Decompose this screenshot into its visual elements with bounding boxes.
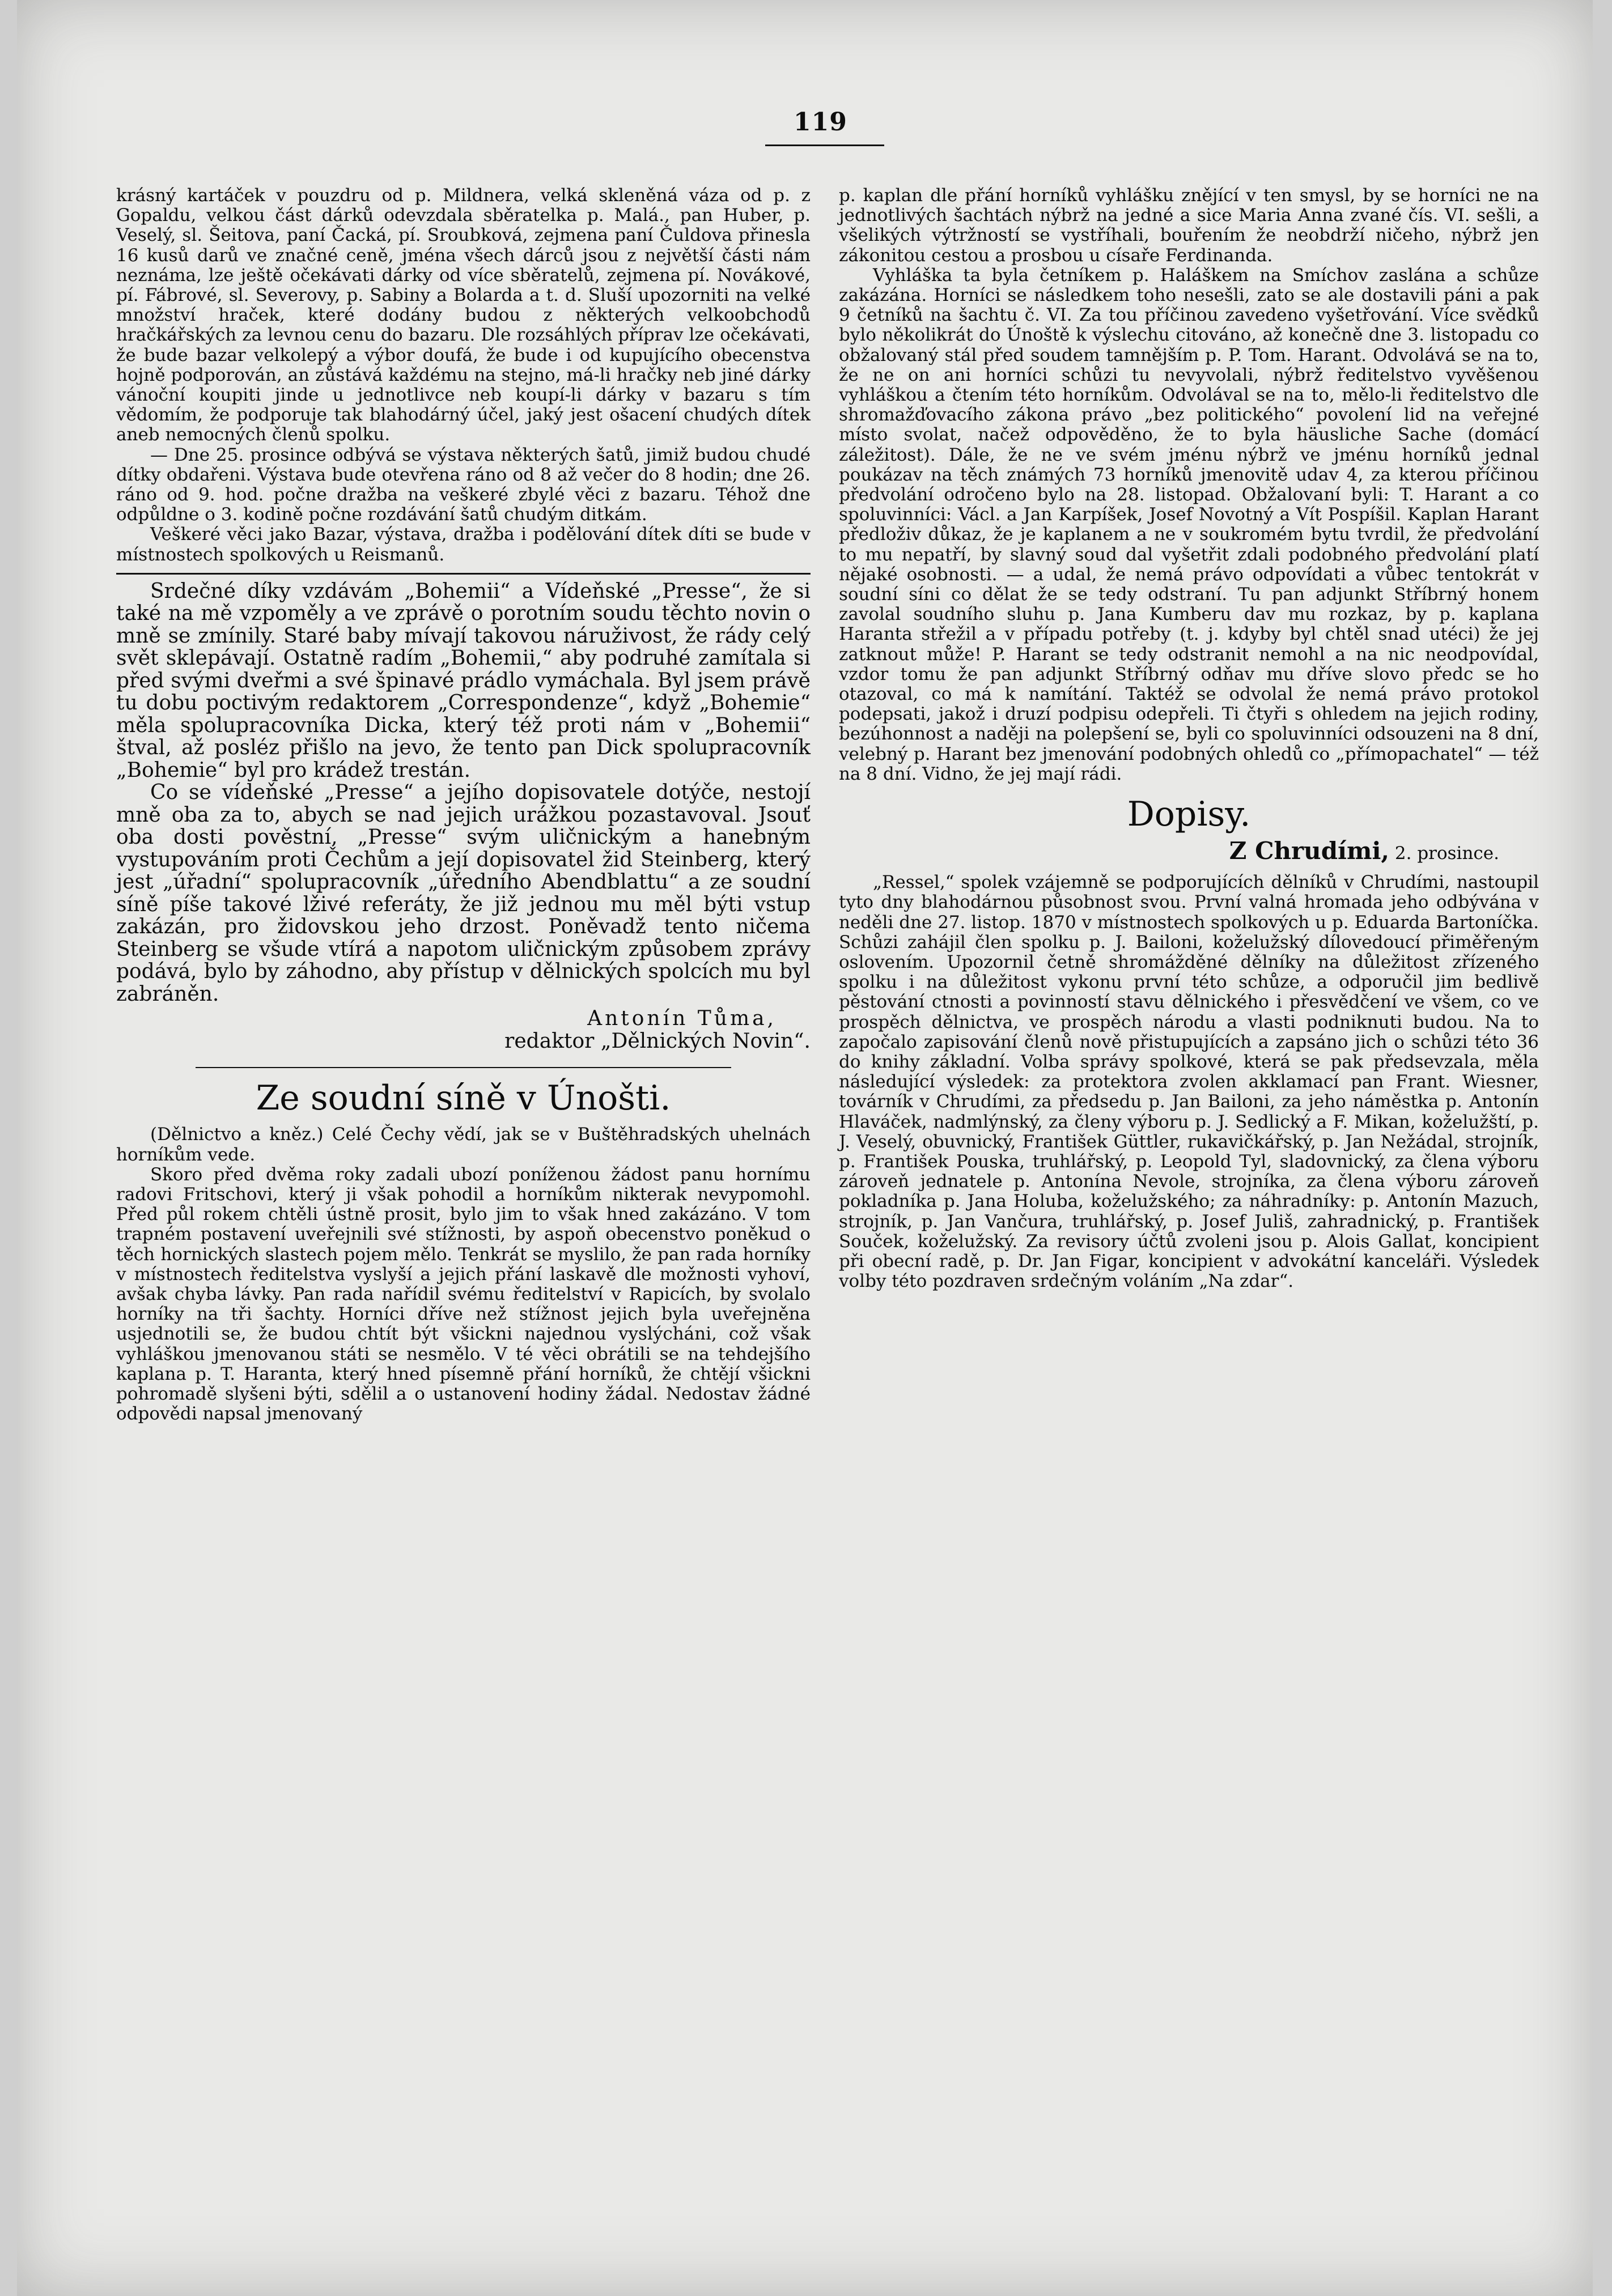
bazaar-paragraph: krásný kartáček v pouzdru od p. Mildnera, velká skleněná váza od p. z Gopaldu, velkou část dárků odevzdala sběratelka p. Malá., pan Huber, p. Veselý, sl. Šeitova, paní Čacká, pí. Sroubková, zejmena paní Čuldova přinesla 16 kusů darů ve značné ceně, jména všech dárců jsou z největší části nám neznáma, lze ještě očekávati dárky od více sběratelů, zejmena pí. Novákové, pí. Fábrové, sl. Severovy, p. Sabiny a Bolarda a t. d. Sluší upozorniti na velké množství hraček, které dodány budou z některých velkoobchodů hračkářských za levnou cenu do bazaru. Dle rozsáhlých příprav lze očekávati, že bude bazar velkolepý a výbor doufá, že bude i od kupujícího obecenstva hojně podporován, an zůstává každému na stejno, má-li hračky neb jiné dárky vánoční koupiti jinde u jednotlivce neb koupí-li dárky v bazaru s tím vědomím, že podporuje tak blahodárný účel, jaký jest ošacení chudých dítek aneb nemocných členů spolku. <box>116 185 811 445</box>
notice-paragraph-1: Srdečné díky vzdávám „Bohemii“ a Vídeňské „Presse“, že si také na mě vzpoměly a ve zprávě o porotním soudu těchto novin o mně se zmínily. Staré baby mívají takovou náruživost, že rády celý svět sklepávají. Ostatně radím „Bohemii,“ aby podruhé zamítala si před svými dveřmi a své špinavé prádlo vymáchala. Byl jsem právě tu dobu poctivým redaktorem „Correspondenze“, když „Bohemie“ měla spolupracovníka Dicka, který též proti nám v „Bohemii“ štval, až posléz přišlo na jevo, že tento pan Dick spolupracovník „Bohemie“ byl pro krádež trestán. <box>116 579 811 782</box>
thanks-notice <box>116 580 811 1053</box>
letters-heading: Dopisy. <box>1127 794 1251 835</box>
signature-role: redaktor „Dělnických Novin“. <box>504 1029 811 1053</box>
left-column <box>116 186 811 1424</box>
page-number-rule <box>765 144 884 146</box>
heading-divider <box>196 1067 731 1068</box>
exhibition-paragraph: — Dne 25. prosince odbývá se výstava některých šatů, jimiž budou chudé dítky obdařeni. Výstava bude otevřena ráno od 8 až večer do 8 hodin; dne 26. ráno od 9. hod. počne dražba na veškeré zbylé věci z bazaru. Téhož dne odpůldne o 3. kodině počne rozdávání šatů chudým ditkám. <box>116 444 811 525</box>
letter-body: „Ressel,“ spolek vzájemně se podporujících dělníků v Chrudími, nastoupil tyto dny blahodárnou působnost svou. První valná hromada jeho odbývána v neděli dne 27. listop. 1870 v místnostech spolkových u p. Eduarda Bartoníčka. Schůzi zahájil člen spolku p. J. Bailoni, koželužský dílovedoucí přiměřeným oslovením. Upozornil četně shromážděné dělníky na důležitost zřízeného spolku i na důležitost vykonu první této schůze, a odporučil jim bedlivě pěstování ctnosti a povinností stavu dělnického i přesvědčení ve všem, co ve prospěch dělnictva, ve prospěch národu a vlasti podniknuti budou. Na to započalo zapisování členů nově přistupujících a zapsáno jich o schůzi této 36 do knihy základní. Volba správy spolkové, která se pak předsevzala, měla následující výsledek: za protektora zvolen akklamací pan Frant. Wiesner, továrník v Chrudími, za předsedu p. Jan Bailoni, za jeho náměstka p. Antonín Hlaváček, nadmlýnský, za členy výboru p. J. Sedlický a F. Mikan, koželužští, p. J. Veselý, obuvnický, František Güttler, rukavičkářský, p. Jan Nežádal, strojník, p. František Pouska, truhlářský, p. Leopold Tyl, sladovnický, za člena výboru zároveň jednatele p. Antonína Nevole, strojníka, za člena výboru zároveň pokladníka p. Jana Holuba, koželužského; za náhradníky: p. Antonín Mazuch, strojník, p. Jan Vančura, truhlářský, p. Josef Juliš, zahradnický, p. František Souček, koželužský. Za revisory účtů zvoleni jsou p. Alois Gallat, koncipient při obecní radě, p. Dr. Jan Figar, koncipient v advokátní kanceláři. Výsledek volby této pozdraven srdečným voláním „Na zdar“. <box>839 872 1539 1292</box>
article-continuation: p. kaplan dle přání horníků vyhlášku znějící v ten smysl, by se horníci ne na jednotlivých šachtách nýbrž na jedné a sice Maria Anna zvané čís. VI. sešli, a všelikých výtržností se vystříhali, bouřením že neobdrží ničeho, nýbrž jen zákonitou cestou a prosbou u císaře Ferdinanda. <box>839 185 1539 266</box>
article-lead: (Dělnictvo a kněz.) Celé Čechy vědí, jak se v Buštěhradských uhelnách horníkům vede. <box>116 1124 811 1165</box>
trial-paragraph: Vyhláška ta byla četníkem p. Haláškem na Smíchov zaslána a schůze zakázána. Horníci se následkem toho nesešli, zato se ale dostavili páni a pak 9 četníků na šachtu č. VI. Za tou příčinou zavedeno vyšetřování. Více svědků bylo několikrát do Únoště k výslechu citováno, až konečně dne 3. listopadu co obžalovaný stál před soudem tamnějším p. P. Tom. Harant. Odvolává se na to, že ne on ani horníci schůzi tu nevyvolali, nýbrž ředitelstvo vyvěšenou vyhláškou a čtením této horníkům. Odvolával se na to, mělo-li ředitelstvo dle shromažďovacího zákona právo „bez politického“ povolení lid na veřejné místo svolat, načež odpověděno, že to byla häusliche Sache (domácí záležitost). Dále, že ne ve svém jménu nýbrž ve jménu horníků jednal poukázav na těch známých 73 horníků jmenovitě udav 4, za kterou příčinou předvolání odročeno bylo na 28. listopad. Obžalovaní byli: T. Harant a co spoluvinníci: Václ. a Jan Karpíšek, Josef Novotný a Vít Pospíšil. Kaplan Harant předloživ důkaz, že je kaplanem a ne v soukromém bytu tvrdil, že předvolání to mu nepatří, by slavný soud dal vyšetřit zdali podobného předvolání platí nějaké osobnosti. — a udal, že nemá právo odpovídati a vůbec tentokrát v soudní síni co dělat že se tedy odstraní. Tu pan adjunkt Stříbrný honem zavolal soudního sluhu p. Jana Kumberu dav mu rozkaz, by p. kaplana Haranta střežil a v případu potřeby (t. j. kdyby byl chtěl snad utéci) že jej zatknout může! P. Harant se tedy odstranit nemohl a na nic neodpovídal, vzdor tomu že pan adjunkt Stříbrný odňav mu dříve slovo předc se ho otazoval, co má k namítání. Taktéž se odvolal že nemá právo protokol podepsati, jakož i druzí podpisu odepřeli. Ti čtyři s ohledem na jejich rodiny, bezúhonnost a naději na polepšení se, byli co spoluvinníci odsouzeni na 8 dní, velebný p. Harant bez jmenování podobných ohledů co „přímopachatel“ — též na 8 dní. Vidno, že jej mají rádi. <box>839 265 1539 784</box>
location-paragraph: Veškeré věci jako Bazar, výstava, dražba i podělování dítek díti se bude v místnostech spolkových u Reismanů. <box>116 524 811 565</box>
newspaper-page <box>17 0 1593 2296</box>
dateline-date: 2. prosince. <box>1394 843 1499 864</box>
article-body: Skoro před dvěma roky zadali ubozí poníženou žádost panu hornímu radovi Fritschovi, který ji však pohodil a horníkům nikterak nevypomohl. Před půl rokem chtěli ústně prosit, bylo jim to však hned zakázáno. V tom trapném postavení uveřejnili své stížnosti, by aspoň obecenstvo poněkud o těch hornických slastech pojem mělo. Tenkrát se myslilo, že pan rada horníky v místnostech ředitelstva vyslyší a jejich přání laskavě dle možnosti vyhoví, avšak chyba lávky. Pan rada nařídil svému ředitelství v Rapicích, by svolalo horníky na tři šachty. Horníci dříve než stížnost jejich byla uveřejněna usjednotili se, že budou chtít být všickni najednou vyslýcháni, což však vyhláškou jmenovanou státi se nesmělo. V té věci obrátili se na tehdejšího kaplana p. T. Haranta, který hned písemně přání horníků, že chtějí všickni pohromadě slyšeni býti, sdělil a o ustanovení hodiny žádal. Nedostav žádné odpovědi napsal jmenovaný <box>116 1164 811 1425</box>
article-heading: Ze soudní síně v Únošti. <box>256 1078 671 1119</box>
dateline-place: Z Chrudími, <box>1229 837 1390 865</box>
page-number: 119 <box>794 108 847 137</box>
right-column <box>839 186 1539 1291</box>
dateline <box>839 837 1539 865</box>
signature-name: Antonín Tůma, <box>587 1007 777 1031</box>
section-divider <box>116 573 811 575</box>
notice-paragraph-2: Co se vídeňské „Presse“ a jejího dopisovatele dotýče, nestojí mně oba za to, abych se nad jejich urážkou pozastavoval. Jsouť oba dosti pověstní, „Presse“ svým uličnickým a hanebným vystupováním proti Čechům a její dopisovatel žid Steinberg, který jest „úřadní“ spolupracovník „úředního Abendblattu“ a ze soudní síně píše takové lživé referáty, že již jednou mu měl býti vstup zakázán, pro židovskou jeho drzost. Poněvadž tento ničema Steinberg se všude vtírá a napotom uličnickým způsobem zprávy podává, bylo by záhodno, aby přístup v dělnických spolcích mu byl zabráněn. <box>116 781 811 1006</box>
